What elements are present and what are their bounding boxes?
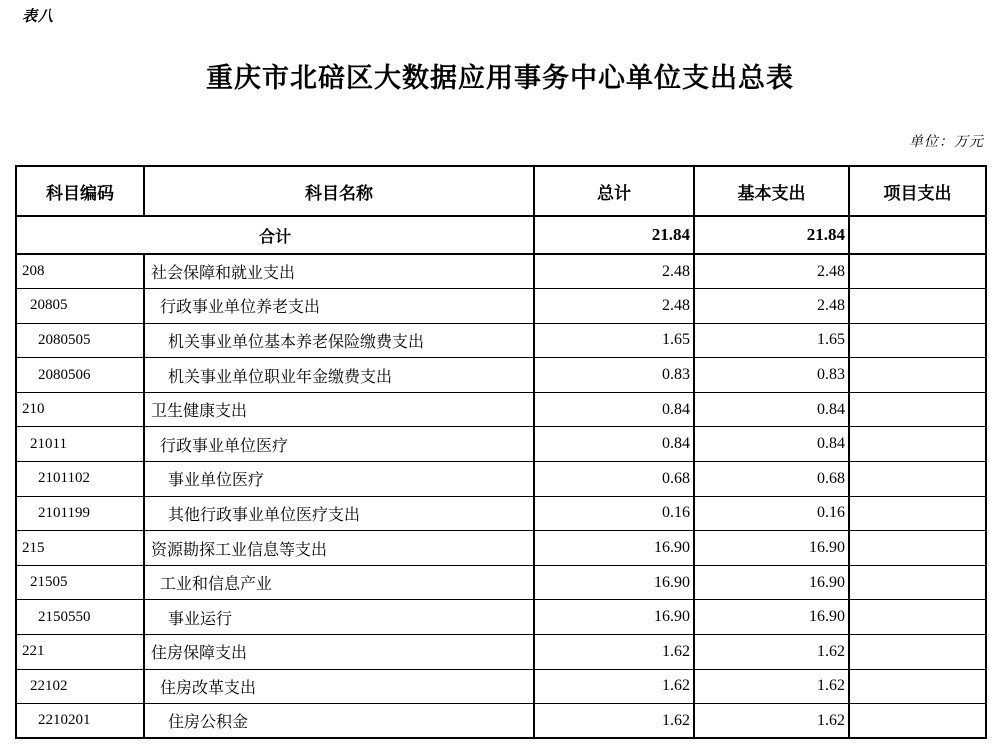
code-cell: 22102 bbox=[16, 669, 144, 704]
expenditure-table bbox=[15, 165, 987, 739]
basic-cell: 0.16 bbox=[694, 496, 849, 531]
code-cell: 2080506 bbox=[16, 358, 144, 393]
name-cell: 其他行政事业单位医疗支出 bbox=[144, 496, 534, 531]
table-header-row bbox=[16, 166, 986, 216]
column-header-subject-name: 科目名称 bbox=[144, 166, 534, 216]
table-row bbox=[16, 531, 986, 566]
name-cell: 卫生健康支出 bbox=[144, 392, 534, 427]
code-cell: 2101199 bbox=[16, 496, 144, 531]
total-cell: 1.62 bbox=[534, 704, 694, 739]
table-row bbox=[16, 254, 986, 289]
total-row bbox=[16, 216, 986, 254]
basic-cell: 1.65 bbox=[694, 323, 849, 358]
basic-cell: 0.68 bbox=[694, 462, 849, 497]
code-cell: 2150550 bbox=[16, 600, 144, 635]
code-cell: 20805 bbox=[16, 289, 144, 324]
name-cell: 行政事业单位养老支出 bbox=[144, 289, 534, 324]
total-cell: 1.62 bbox=[534, 635, 694, 670]
column-header-project: 项目支出 bbox=[849, 166, 986, 216]
project-cell bbox=[849, 289, 986, 324]
name-cell: 资源勘探工业信息等支出 bbox=[144, 531, 534, 566]
name-cell: 机关事业单位职业年金缴费支出 bbox=[144, 358, 534, 393]
code-cell: 2210201 bbox=[16, 704, 144, 739]
basic-cell: 16.90 bbox=[694, 600, 849, 635]
total-cell: 16.90 bbox=[534, 565, 694, 600]
basic-cell: 2.48 bbox=[694, 289, 849, 324]
project-cell bbox=[849, 565, 986, 600]
project-cell bbox=[849, 323, 986, 358]
basic-cell: 1.62 bbox=[694, 669, 849, 704]
total-cell: 0.83 bbox=[534, 358, 694, 393]
code-cell: 2101102 bbox=[16, 462, 144, 497]
table-row bbox=[16, 289, 986, 324]
page-title: 重庆市北碚区大数据应用事务中心单位支出总表 bbox=[206, 63, 794, 93]
code-cell: 221 bbox=[16, 635, 144, 670]
total-cell: 2.48 bbox=[534, 254, 694, 289]
name-cell: 机关事业单位基本养老保险缴费支出 bbox=[144, 323, 534, 358]
total-cell: 0.84 bbox=[534, 392, 694, 427]
name-cell: 社会保障和就业支出 bbox=[144, 254, 534, 289]
table-row bbox=[16, 635, 986, 670]
sheet-number-label: 表八 bbox=[22, 9, 55, 25]
project-cell bbox=[849, 496, 986, 531]
total-cell: 0.68 bbox=[534, 462, 694, 497]
project-cell bbox=[849, 704, 986, 739]
basic-cell: 1.62 bbox=[694, 635, 849, 670]
basic-cell: 0.83 bbox=[694, 358, 849, 393]
total-project-cell bbox=[849, 216, 986, 254]
basic-cell: 16.90 bbox=[694, 565, 849, 600]
table-row bbox=[16, 496, 986, 531]
project-cell bbox=[849, 600, 986, 635]
name-cell: 住房保障支出 bbox=[144, 635, 534, 670]
total-cell: 2.48 bbox=[534, 289, 694, 324]
total-cell: 16.90 bbox=[534, 531, 694, 566]
name-cell: 行政事业单位医疗 bbox=[144, 427, 534, 462]
project-cell bbox=[849, 392, 986, 427]
total-basic-cell: 21.84 bbox=[694, 216, 849, 254]
code-cell: 215 bbox=[16, 531, 144, 566]
name-cell: 住房公积金 bbox=[144, 704, 534, 739]
basic-cell: 2.48 bbox=[694, 254, 849, 289]
table-row bbox=[16, 358, 986, 393]
column-header-basic: 基本支出 bbox=[694, 166, 849, 216]
table-row bbox=[16, 704, 986, 739]
table-row bbox=[16, 323, 986, 358]
basic-cell: 0.84 bbox=[694, 427, 849, 462]
total-cell: 0.16 bbox=[534, 496, 694, 531]
basic-cell: 1.62 bbox=[694, 704, 849, 739]
total-label-cell: 合计 bbox=[16, 216, 534, 254]
column-header-subject-code: 科目编码 bbox=[16, 166, 144, 216]
name-cell: 事业运行 bbox=[144, 600, 534, 635]
project-cell bbox=[849, 462, 986, 497]
code-cell: 208 bbox=[16, 254, 144, 289]
name-cell: 住房改革支出 bbox=[144, 669, 534, 704]
total-cell: 16.90 bbox=[534, 600, 694, 635]
name-cell: 工业和信息产业 bbox=[144, 565, 534, 600]
basic-cell: 16.90 bbox=[694, 531, 849, 566]
project-cell bbox=[849, 531, 986, 566]
code-cell: 210 bbox=[16, 392, 144, 427]
code-cell: 2080505 bbox=[16, 323, 144, 358]
code-cell: 21011 bbox=[16, 427, 144, 462]
project-cell bbox=[849, 254, 986, 289]
project-cell bbox=[849, 427, 986, 462]
table-row bbox=[16, 462, 986, 497]
total-sum-cell: 21.84 bbox=[534, 216, 694, 254]
code-cell: 21505 bbox=[16, 565, 144, 600]
table-row bbox=[16, 565, 986, 600]
table-row bbox=[16, 392, 986, 427]
total-cell: 0.84 bbox=[534, 427, 694, 462]
total-cell: 1.65 bbox=[534, 323, 694, 358]
project-cell bbox=[849, 635, 986, 670]
table-body bbox=[16, 216, 986, 738]
table-row bbox=[16, 427, 986, 462]
table-row bbox=[16, 669, 986, 704]
unit-label: 单位：万元 bbox=[909, 135, 984, 150]
basic-cell: 0.84 bbox=[694, 392, 849, 427]
project-cell bbox=[849, 669, 986, 704]
column-header-total: 总计 bbox=[534, 166, 694, 216]
name-cell: 事业单位医疗 bbox=[144, 462, 534, 497]
table-row bbox=[16, 600, 986, 635]
total-cell: 1.62 bbox=[534, 669, 694, 704]
project-cell bbox=[849, 358, 986, 393]
